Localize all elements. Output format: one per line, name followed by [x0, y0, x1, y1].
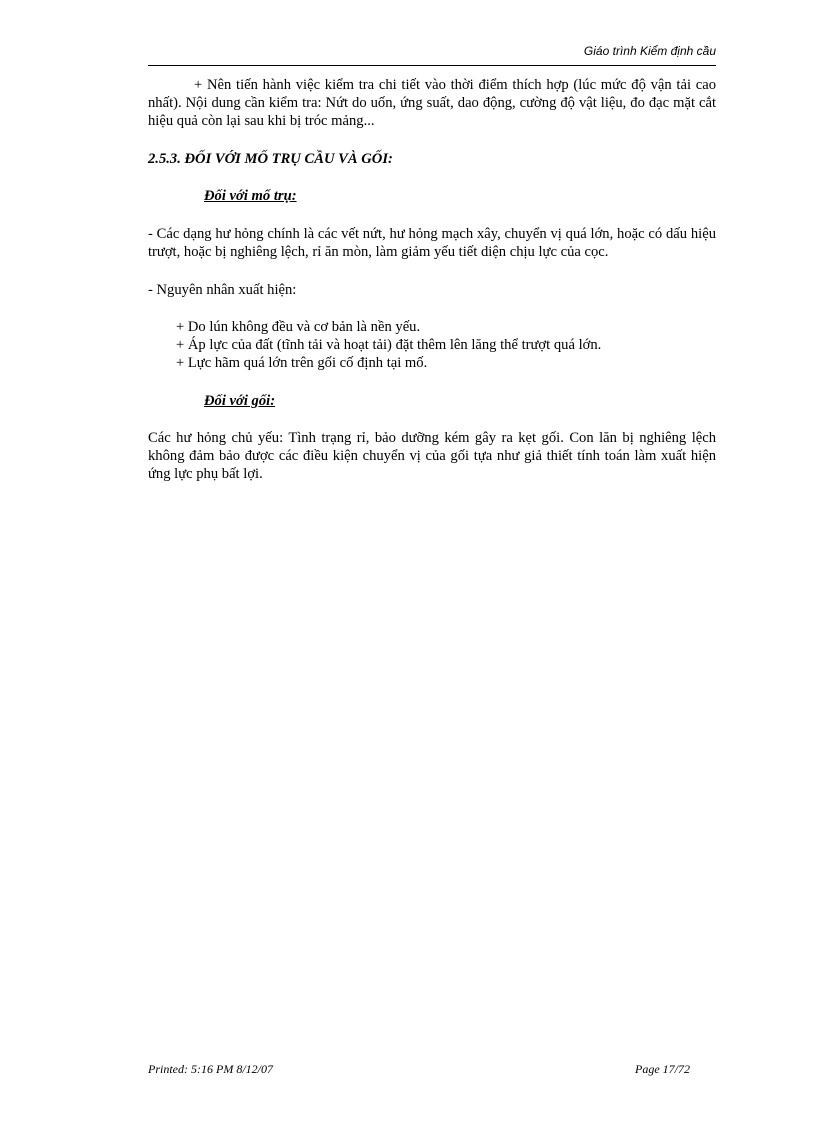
list-item: + Áp lực của đất (tĩnh tải và hoạt tải) đặt thêm lên lăng thể trượt quá lớn.	[176, 337, 602, 353]
causes-list	[176, 318, 716, 372]
intro-paragraph: + Nên tiến hành việc kiểm tra chi tiết vào thời điểm thích hợp (lúc mức độ vận tải cao nhất). Nội dung cần kiểm tra: Nứt do uốn, ứng suất, dao động, cường độ vật liệu, đo đạc mặt cắt hiệu quả còn lại sau khi bị tróc mảng...	[148, 77, 716, 129]
section-heading: 2.5.3. ĐỐI VỚI MỐ TRỤ CẦU VÀ GỐI:	[148, 151, 393, 167]
causes-intro: - Nguyên nhân xuất hiện:	[148, 282, 297, 298]
subsection-heading-bearing: Đối với gối:	[204, 393, 276, 409]
abutment-damage-paragraph: - Các dạng hư hỏng chính là các vết nứt, hư hỏng mạch xây, chuyển vị quá lớn, hoặc có dấu hiệu trượt, hoặc bị nghiêng lệch, rỉ ăn mòn, làm giảm yếu tiết diện chịu lực của cọc.	[148, 226, 716, 260]
page-header-title: Giáo trình Kiểm định cầu	[583, 44, 716, 58]
bearing-damage-paragraph: Các hư hỏng chủ yếu: Tình trạng rỉ, bảo dưỡng kém gây ra kẹt gối. Con lăn bị nghiêng lệch không đảm bảo được các điều kiện chuyển vị của gối tựa như giả thiết tính toán làm xuất hiện ứng lực phụ bất lợi.	[148, 430, 716, 482]
subsection-heading-abutment: Đối với mố trụ:	[204, 188, 297, 204]
footer-page-number: Page 17/72	[635, 1062, 690, 1076]
list-item: + Lực hãm quá lớn trên gối cố định tại mố.	[176, 355, 428, 371]
list-item: + Do lún không đều và cơ bản là nền yếu.	[176, 319, 421, 335]
footer-printed: Printed: 5:16 PM 8/12/07	[148, 1062, 273, 1076]
header-divider	[148, 65, 716, 66]
